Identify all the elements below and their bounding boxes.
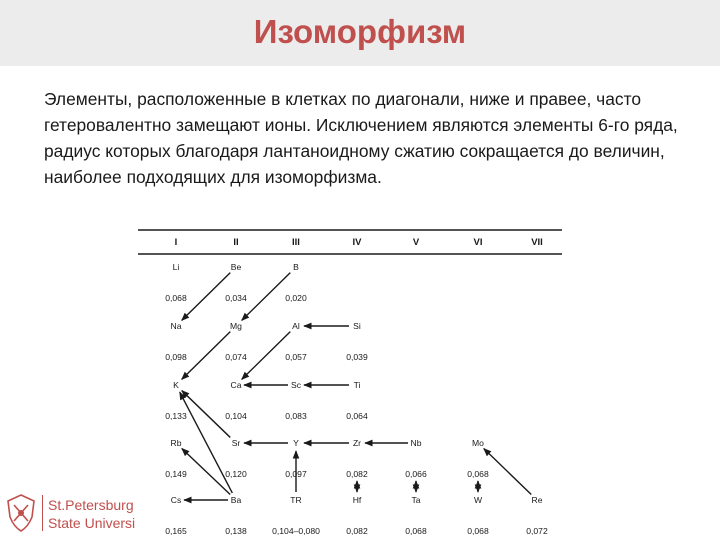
group-header: VII xyxy=(531,237,543,248)
element-symbol: Re xyxy=(531,495,543,505)
substitution-arrow xyxy=(182,391,230,438)
element-symbol: Zr xyxy=(352,438,362,448)
group-header: V xyxy=(412,237,420,248)
ionic-radius-value: 0,104 xyxy=(225,411,247,421)
group-header: I xyxy=(174,237,178,248)
ionic-radius-value: 0,074 xyxy=(225,352,247,362)
ionic-radius-value: 0,082 xyxy=(346,469,368,479)
element-symbol: Na xyxy=(170,321,182,331)
ionic-radius-value: 0,064 xyxy=(346,411,368,421)
element-symbol: W xyxy=(473,495,483,505)
element-symbol: Li xyxy=(172,262,180,272)
group-header: III xyxy=(292,237,300,248)
group-header: IV xyxy=(352,237,362,248)
substitution-arrow xyxy=(182,449,230,495)
ionic-radius-value: 0,072 xyxy=(526,526,548,536)
ionic-radius-value: 0,098 xyxy=(165,352,187,362)
ionic-radius-value: 0,097 xyxy=(285,469,307,479)
ionic-radius-value: 0,149 xyxy=(165,469,187,479)
substitution-arrow xyxy=(182,273,231,321)
substitution-arrow xyxy=(242,273,291,321)
ionic-radius-value: 0,133 xyxy=(165,411,187,421)
ionic-radius-value: 0,165 xyxy=(165,526,187,536)
element-symbol: Mo xyxy=(472,438,484,448)
element-symbol: Y xyxy=(293,438,299,448)
element-symbol: Hf xyxy=(352,495,362,505)
element-symbol: Ti xyxy=(353,380,361,390)
coat-of-arms-icon xyxy=(4,493,38,533)
slide-title: Изоморфизм xyxy=(253,13,467,50)
logo-line-2: State Universi xyxy=(48,515,136,531)
element-symbol: Be xyxy=(230,262,242,272)
university-logo xyxy=(0,487,140,540)
ionic-radius-value: 0,066 xyxy=(405,469,427,479)
ionic-radius-value: 0,039 xyxy=(346,352,368,362)
ionic-radius-value: 0,034 xyxy=(225,293,247,303)
element-symbol: Nb xyxy=(410,438,422,448)
ionic-radius-value: 0,120 xyxy=(225,469,247,479)
ionic-radius-value: 0,020 xyxy=(285,293,307,303)
element-symbol: Ba xyxy=(230,495,242,505)
logo-divider xyxy=(42,495,43,531)
element-symbol: Rb xyxy=(170,438,182,448)
logo-line-1: St.Petersburg xyxy=(48,497,134,513)
element-symbol: TR xyxy=(290,495,302,505)
slide-paragraph: Элементы, расположенные в клетках по диагонали, ниже и правее, часто гетеровалентно замещают ионы. Исключением являются элементы 6-го ряда, радиус которых благодаря лантаноидному сжатию сокращается до величин, наиболее подходящих для изоморфизма. xyxy=(44,89,678,187)
substitution-arrow xyxy=(182,332,231,380)
ionic-radius-value: 0,068 xyxy=(467,469,489,479)
element-symbol: Sc xyxy=(290,380,302,390)
element-symbol: Cs xyxy=(170,495,182,505)
ionic-radius-value: 0,068 xyxy=(165,293,187,303)
ionic-radius-value: 0,138 xyxy=(225,526,247,536)
ionic-radius-value: 0,057 xyxy=(285,352,307,362)
element-symbol: Ta xyxy=(411,495,421,505)
substitution-arrow xyxy=(242,332,291,380)
ionic-radius-value: 0,104–0,080 xyxy=(272,526,320,536)
ionic-radius-value: 0,068 xyxy=(405,526,427,536)
substitution-arrow xyxy=(484,449,531,495)
element-symbol: B xyxy=(293,262,299,272)
ionic-radius-value: 0,082 xyxy=(346,526,368,536)
element-symbol: K xyxy=(173,380,179,390)
ionic-radius-value: 0,083 xyxy=(285,411,307,421)
element-symbol: Si xyxy=(353,321,361,331)
element-symbol: Al xyxy=(292,321,300,331)
group-header: VI xyxy=(473,237,483,248)
ionic-radius-value: 0,068 xyxy=(467,526,489,536)
element-symbol: Mg xyxy=(230,321,242,331)
element-symbol: Sr xyxy=(231,438,241,448)
group-header: II xyxy=(233,237,239,248)
element-symbol: Ca xyxy=(230,380,242,390)
